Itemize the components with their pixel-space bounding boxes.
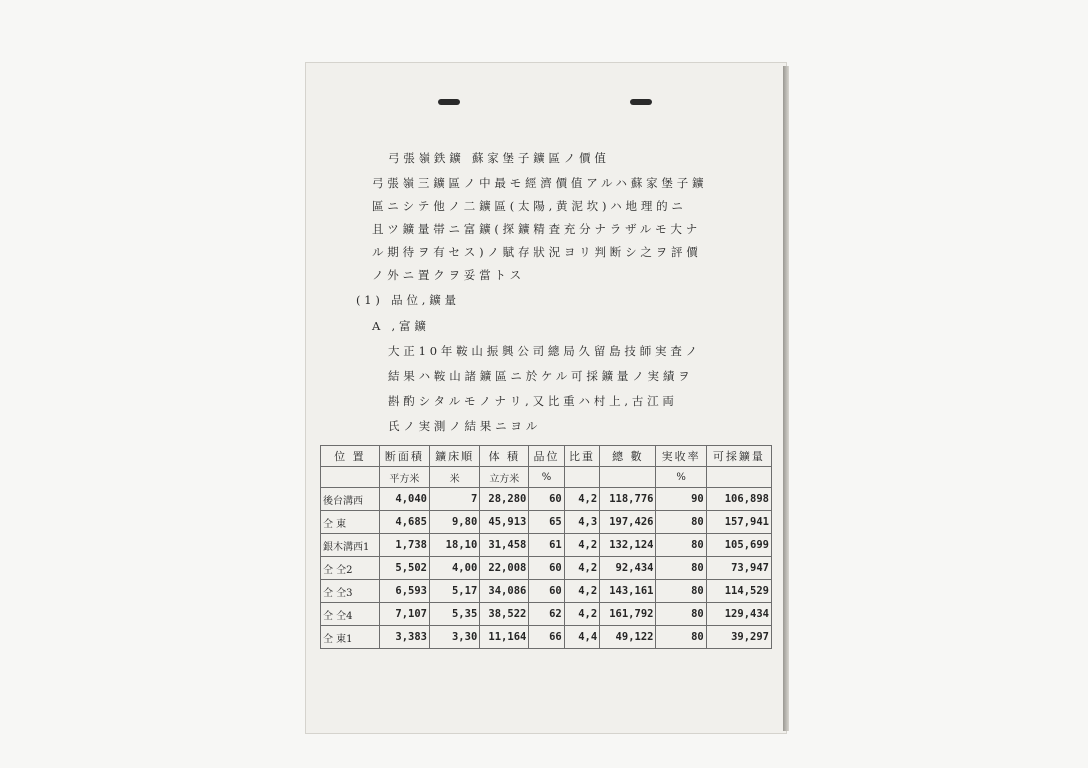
value-cell: 61 xyxy=(529,534,564,557)
table-unit-cell: % xyxy=(656,467,706,488)
page-edge xyxy=(783,66,789,731)
value-cell: 80 xyxy=(656,626,706,649)
value-cell: 4,685 xyxy=(379,511,429,534)
subsection-heading: A ,富鑛 xyxy=(372,319,430,333)
body-line: 斟酌シタルモノナリ,又比重ハ村上,古江両 xyxy=(388,394,678,408)
value-cell: 60 xyxy=(529,557,564,580)
value-cell: 18,10 xyxy=(430,534,480,557)
value-cell: 28,280 xyxy=(480,488,529,511)
value-cell: 38,522 xyxy=(480,603,529,626)
value-cell: 66 xyxy=(529,626,564,649)
section-heading: (1) 品位,鑛量 xyxy=(356,293,460,307)
value-cell: 7 xyxy=(430,488,480,511)
body-line: 區ニシテ他ノ二鑛區(太陽,黄泥坎)ハ地理的ニ xyxy=(372,199,687,213)
table-row xyxy=(321,511,772,534)
value-cell: 5,35 xyxy=(430,603,480,626)
value-cell: 4,2 xyxy=(564,534,599,557)
location-cell: 仝 東 xyxy=(321,511,380,534)
table-unit-cell xyxy=(564,467,599,488)
body-line: ノ外ニ置クヲ妥當トス xyxy=(372,268,525,282)
value-cell: 5,17 xyxy=(430,580,480,603)
table-header-cell: 總 數 xyxy=(600,446,656,467)
value-cell: 11,164 xyxy=(480,626,529,649)
table-unit-cell xyxy=(706,467,771,488)
body-line: 大正10年鞍山振興公司總局久留島技師実査ノ xyxy=(388,344,701,358)
value-cell: 80 xyxy=(656,534,706,557)
value-cell: 4,2 xyxy=(564,603,599,626)
value-cell: 4,4 xyxy=(564,626,599,649)
value-cell: 4,3 xyxy=(564,511,599,534)
value-cell: 80 xyxy=(656,557,706,580)
table-header-row xyxy=(321,446,772,467)
value-cell: 80 xyxy=(656,580,706,603)
value-cell: 65 xyxy=(529,511,564,534)
value-cell: 3,383 xyxy=(379,626,429,649)
value-cell: 161,792 xyxy=(600,603,656,626)
value-cell: 80 xyxy=(656,511,706,534)
location-cell: 仝 仝4 xyxy=(321,603,380,626)
table-unit-cell: % xyxy=(529,467,564,488)
table-header-cell: 可採鑛量 xyxy=(706,446,771,467)
value-cell: 80 xyxy=(656,603,706,626)
table-header-cell: 比重 xyxy=(564,446,599,467)
value-cell: 45,913 xyxy=(480,511,529,534)
table-unit-cell: 平方米 xyxy=(379,467,429,488)
table-row xyxy=(321,488,772,511)
value-cell: 4,00 xyxy=(430,557,480,580)
value-cell: 106,898 xyxy=(706,488,771,511)
table-header-cell: 品位 xyxy=(529,446,564,467)
table-units-row xyxy=(321,467,772,488)
table-row xyxy=(321,534,772,557)
location-cell: 後台溝西 xyxy=(321,488,380,511)
table-header-cell: 断面積 xyxy=(379,446,429,467)
table-header-cell: 位 置 xyxy=(321,446,380,467)
binding-mark-left xyxy=(428,98,468,106)
body-line: 且ツ鑛量帯ニ富鑛(探鑛精査充分ナラザルモ大ナ xyxy=(372,222,702,236)
value-cell: 4,2 xyxy=(564,580,599,603)
value-cell: 49,122 xyxy=(600,626,656,649)
value-cell: 197,426 xyxy=(600,511,656,534)
value-cell: 31,458 xyxy=(480,534,529,557)
value-cell: 62 xyxy=(529,603,564,626)
location-cell: 銀木溝西1 xyxy=(321,534,380,557)
value-cell: 132,124 xyxy=(600,534,656,557)
body-line: 結果ハ鞍山諸鑛區ニ於ケル可採鑛量ノ実績ヲ xyxy=(388,369,694,383)
value-cell: 4,2 xyxy=(564,557,599,580)
value-cell: 34,086 xyxy=(480,580,529,603)
value-cell: 129,434 xyxy=(706,603,771,626)
binding-mark-right xyxy=(620,98,660,106)
table-header-cell: 実收率 xyxy=(656,446,706,467)
value-cell: 143,161 xyxy=(600,580,656,603)
value-cell: 60 xyxy=(529,488,564,511)
value-cell: 73,947 xyxy=(706,557,771,580)
table-row xyxy=(321,603,772,626)
value-cell: 1,738 xyxy=(379,534,429,557)
value-cell: 90 xyxy=(656,488,706,511)
table-header-cell: 体 積 xyxy=(480,446,529,467)
value-cell: 4,2 xyxy=(564,488,599,511)
body-line: 氏ノ実測ノ結果ニヨル xyxy=(388,419,541,433)
value-cell: 157,941 xyxy=(706,511,771,534)
value-cell: 9,80 xyxy=(430,511,480,534)
table-row xyxy=(321,580,772,603)
value-cell: 114,529 xyxy=(706,580,771,603)
value-cell: 7,107 xyxy=(379,603,429,626)
location-cell: 仝 仝2 xyxy=(321,557,380,580)
table-row xyxy=(321,557,772,580)
document-title: 弓張嶺鉄鑛 蘇家堡子鑛區ノ價值 xyxy=(388,151,610,165)
table-header-cell: 鑛床順 xyxy=(430,446,480,467)
value-cell: 60 xyxy=(529,580,564,603)
value-cell: 118,776 xyxy=(600,488,656,511)
ore-reserve-table xyxy=(320,445,772,649)
value-cell: 105,699 xyxy=(706,534,771,557)
body-line: 弓張嶺三鑛區ノ中最モ經濟價值アルハ蘇家堡子鑛 xyxy=(372,176,708,190)
table-unit-cell xyxy=(321,467,380,488)
location-cell: 仝 仝3 xyxy=(321,580,380,603)
table-unit-cell: 米 xyxy=(430,467,480,488)
table-row xyxy=(321,626,772,649)
value-cell: 39,297 xyxy=(706,626,771,649)
location-cell: 仝 東1 xyxy=(321,626,380,649)
value-cell: 5,502 xyxy=(379,557,429,580)
value-cell: 6,593 xyxy=(379,580,429,603)
value-cell: 4,040 xyxy=(379,488,429,511)
body-line: ル期待ヲ有セス)ノ賦存狀況ヨリ判断シ之ヲ評價 xyxy=(372,245,702,259)
value-cell: 92,434 xyxy=(600,557,656,580)
value-cell: 22,008 xyxy=(480,557,529,580)
table-unit-cell: 立方米 xyxy=(480,467,529,488)
value-cell: 3,30 xyxy=(430,626,480,649)
table-unit-cell xyxy=(600,467,656,488)
